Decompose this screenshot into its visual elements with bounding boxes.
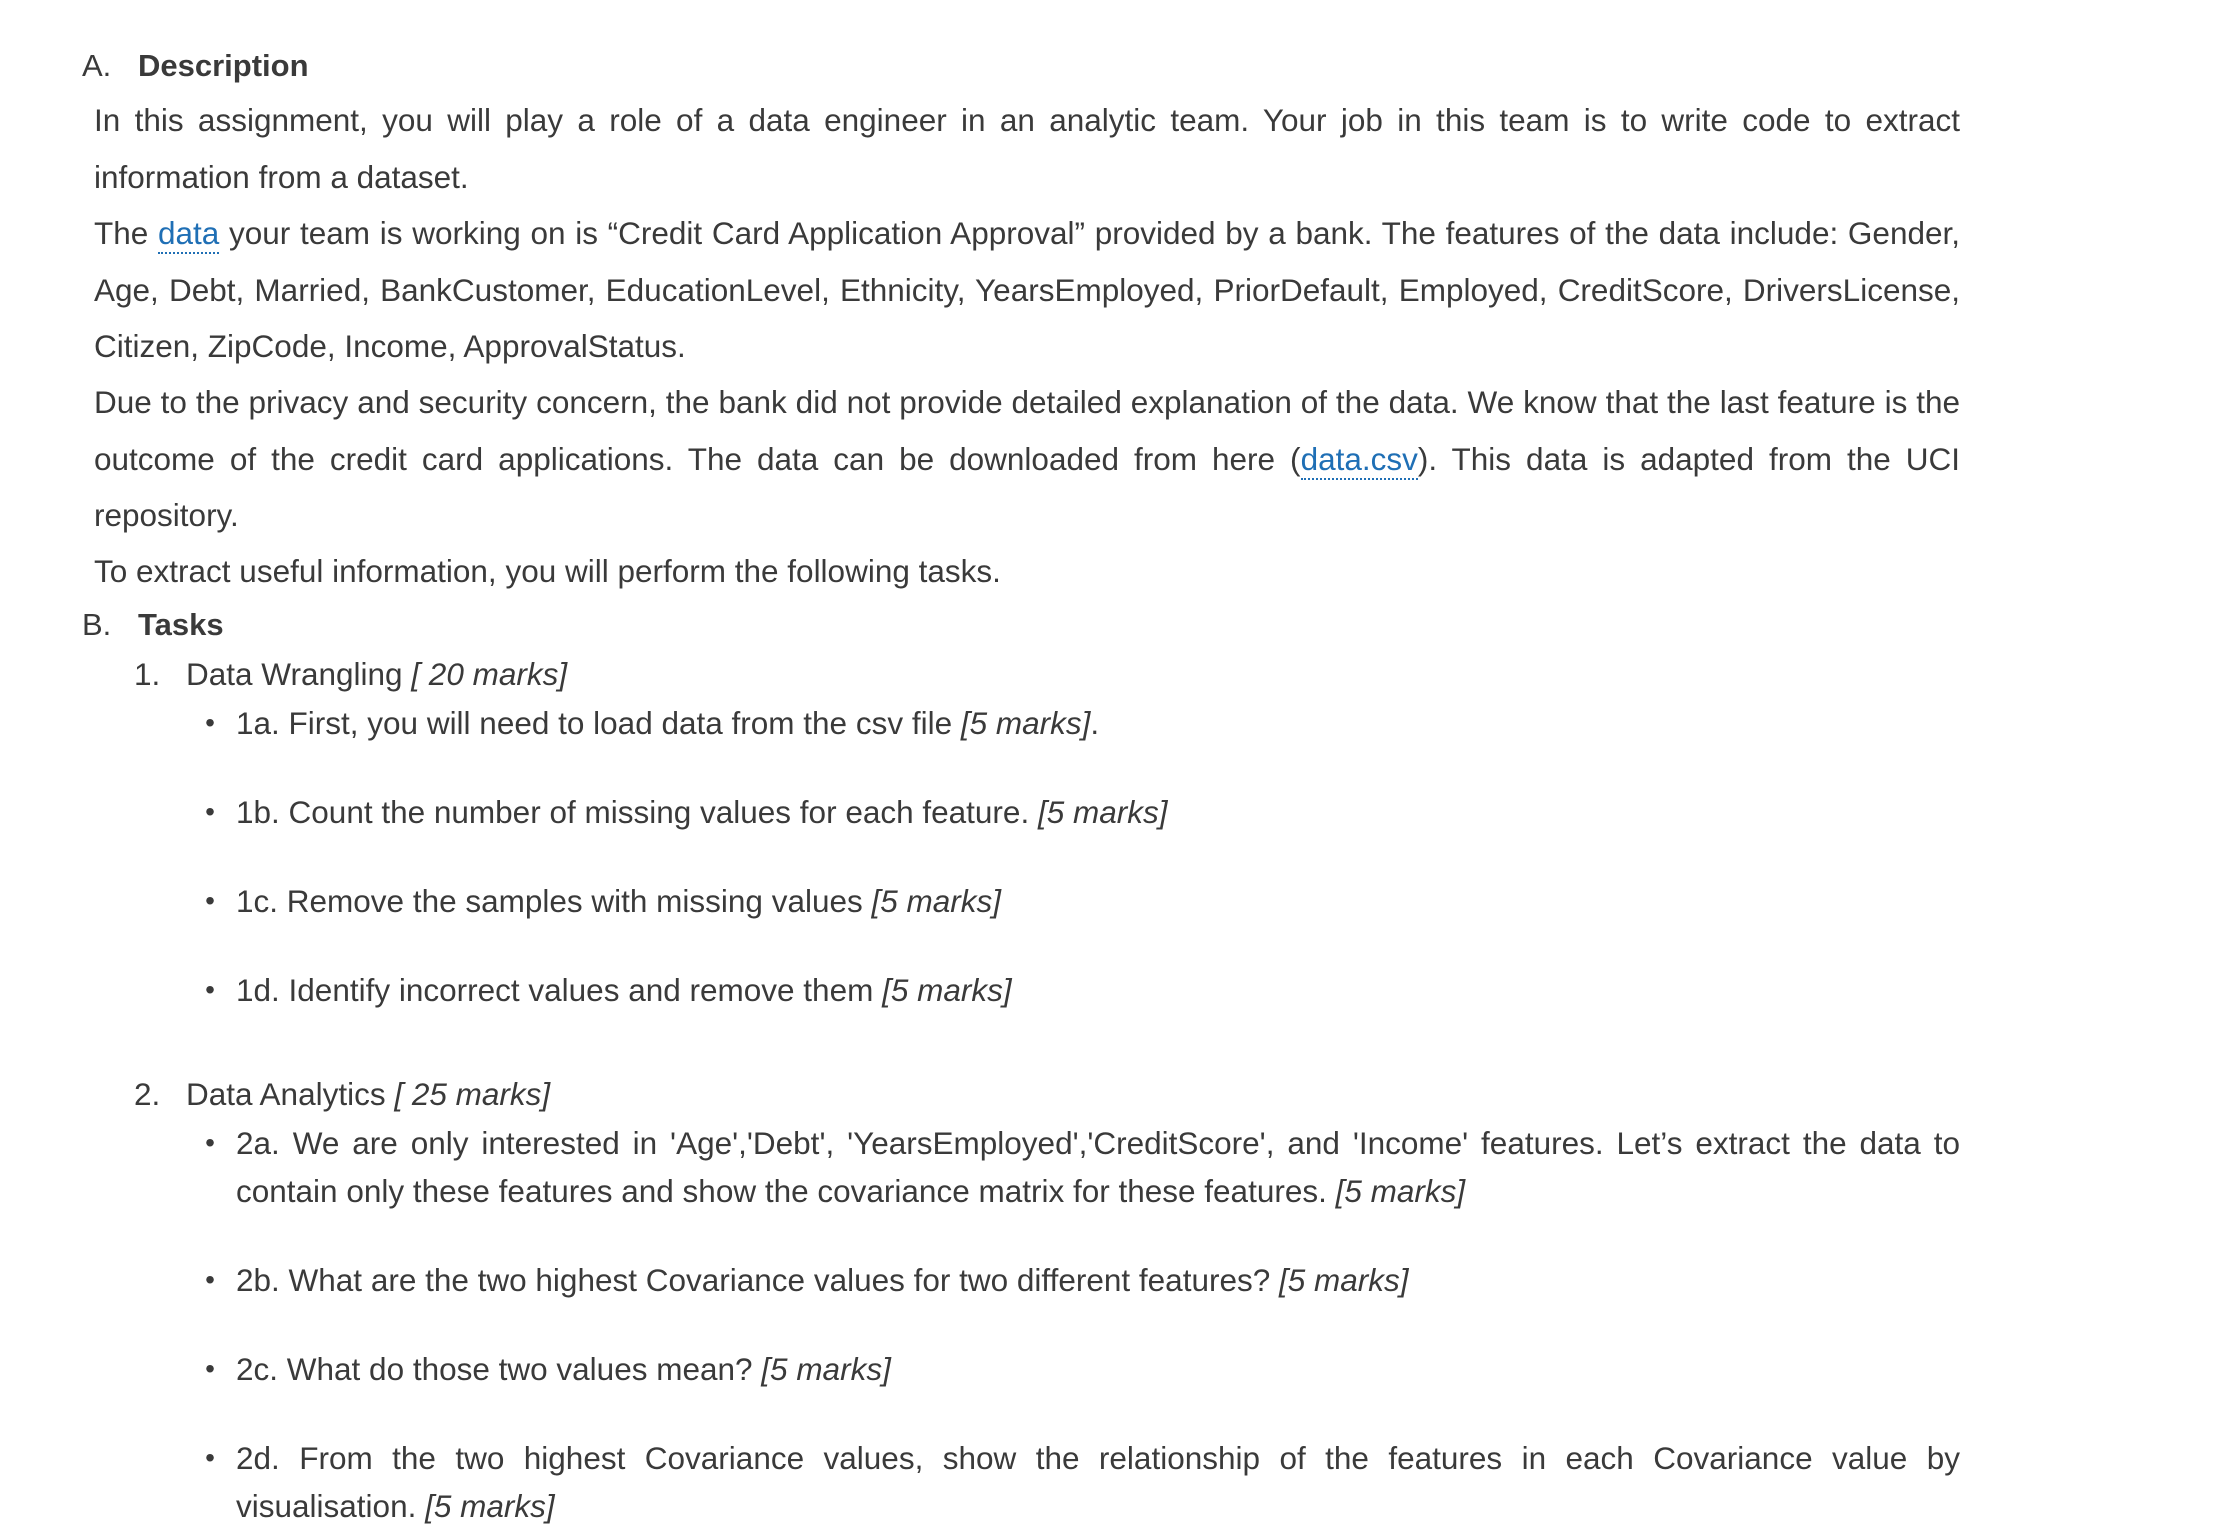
task-1c-text: 1c. Remove the samples with missing values: [236, 883, 872, 919]
task-1c-item: [190, 877, 1960, 925]
task-2c-text-wrap: [236, 1345, 1960, 1393]
p3-text-end: ). This data is adapted from the UCI repository.: [94, 440, 1961, 533]
task-1d-marks: [5 marks]: [882, 972, 1012, 1008]
section-b-title: Tasks: [138, 607, 224, 642]
task-2c-text: 2c. What do those two values mean?: [236, 1351, 762, 1387]
task-1b-item: [190, 788, 1960, 836]
task-1c-text-wrap: [236, 877, 1960, 925]
task-1-number: 1.: [134, 656, 161, 692]
bullet-icon: •: [205, 974, 215, 1005]
task-2a-text: 2a. We are only interested in 'Age','Debt', 'YearsEmployed','CreditScore', and 'Income' features. Let’s extract the data to contain only these features and show the covariance matrix for these features.: [236, 1125, 1960, 1209]
task-1-heading: [134, 654, 567, 694]
task-2d-marks: [5 marks]: [425, 1488, 555, 1524]
task-1d-text-wrap: [236, 966, 1960, 1014]
task-1-title: Data Wrangling: [186, 656, 412, 692]
p2-text-start: The: [94, 215, 158, 251]
task-2d-item: [190, 1434, 1960, 1530]
task-1a-item: [190, 699, 1960, 747]
data-link[interactable]: data: [158, 215, 219, 254]
task-2a-item: [190, 1119, 1960, 1215]
section-a-title: Description: [138, 48, 309, 83]
task-2-title: Data Analytics: [186, 1076, 395, 1112]
task-1d-item: [190, 966, 1960, 1014]
task-2b-item: [190, 1256, 1960, 1304]
task-1b-marks: [5 marks]: [1037, 794, 1168, 830]
task-1a-text-wrap: [236, 699, 1960, 747]
task-1b-text: 1b. Count the number of missing values for each feature.: [236, 794, 1038, 830]
description-paragraph-1: In this assignment, you will play a role of a data engineer in an analytic team. Your job in this team is to write code to extract information from a dataset.: [94, 102, 1960, 195]
task-2d-text: 2d. From the two highest Covariance values, show the relationship of the features in each Covariance value by visualisation.: [236, 1440, 1960, 1524]
task-2-marks: [ 25 marks]: [394, 1076, 551, 1112]
bullet-icon: •: [205, 1442, 215, 1473]
bullet-icon: •: [205, 707, 215, 738]
task-2a-marks: [5 marks]: [1335, 1173, 1466, 1209]
section-b-letter: B.: [82, 607, 112, 642]
task-2d-text-wrap: [236, 1434, 1960, 1530]
task-2c-marks: [5 marks]: [761, 1351, 891, 1387]
task-2b-text-wrap: [236, 1256, 1960, 1304]
task-1b-text-wrap: [236, 788, 1960, 836]
section-a-heading: [82, 46, 309, 86]
task-2a-text-wrap: [236, 1119, 1960, 1215]
task-1a-text: 1a. First, you will need to load data from the csv file: [236, 705, 961, 741]
task-2-heading: [134, 1074, 550, 1114]
p3-text-start: Due to the privacy and security concern, the bank did not provide detailed explanation of the data. We know that the last feature is the outcome of the credit card applications. The data can be downloaded from here (: [94, 384, 1960, 477]
description-paragraph-3: [94, 374, 1960, 544]
task-2c-item: [190, 1345, 1960, 1393]
description-paragraph-4: To extract useful information, you will perform the following tasks.: [94, 553, 1001, 589]
task-1d-text: 1d. Identify incorrect values and remove them: [236, 972, 883, 1008]
task-2b-marks: [5 marks]: [1279, 1262, 1409, 1298]
task-1-marks: [ 20 marks]: [411, 656, 568, 692]
p2-text-end: your team is working on is “Credit Card Application Approval” provided by a bank. The features of the data include: Gender, Age, Debt, Married, BankCustomer, EducationLevel, Ethnicity, YearsEmployed, PriorDefault, Employed, CreditScore, DriversLicense, Citizen, ZipCode, Income, ApprovalStatus.: [94, 215, 1960, 364]
bullet-icon: •: [205, 796, 215, 827]
task-2-number: 2.: [134, 1076, 161, 1112]
bullet-icon: •: [205, 1264, 215, 1295]
bullet-icon: •: [205, 1127, 215, 1158]
task-1a-tail: .: [1090, 705, 1100, 741]
bullet-icon: •: [205, 1353, 215, 1384]
task-2b-text: 2b. What are the two highest Covariance values for two different features?: [236, 1262, 1279, 1298]
data-csv-link[interactable]: data.csv: [1301, 441, 1418, 480]
section-a-letter: A.: [82, 48, 112, 83]
bullet-icon: •: [205, 885, 215, 916]
section-b-heading: [82, 605, 224, 645]
task-1c-marks: [5 marks]: [871, 883, 1002, 919]
description-paragraph-2: [94, 205, 1960, 375]
task-1a-marks: [5 marks]: [960, 705, 1091, 741]
